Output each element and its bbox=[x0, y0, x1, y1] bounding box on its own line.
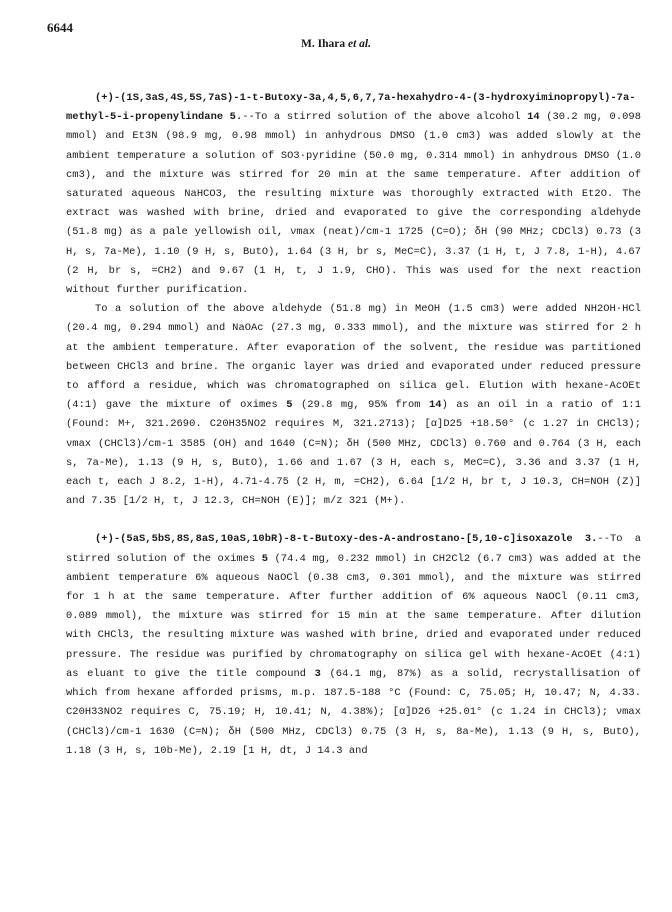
article-body bbox=[66, 89, 641, 761]
section2-paragraph bbox=[66, 530, 641, 760]
section1-para1-pre: --To a stirred solution of the above alcohol bbox=[242, 111, 528, 124]
section1-paragraph1 bbox=[66, 89, 641, 300]
page-number: 6644 bbox=[47, 20, 73, 35]
section2-heading: (+)-(5aS,5bS,8S,8aS,10aS,10bR)-8-t-Butoxy-des-A-androstano-[5,10-c]isoxazole 3. bbox=[95, 533, 598, 546]
running-head-etal: et al. bbox=[347, 38, 371, 50]
section1-para1-post: (30.2 mg, 0.098 mmol) and Et3N (98.9 mg, 0.98 mmol) in anhydrous DMSO (1.0 cm3) was added slowly at the ambient temperature a solution of SO3·pyridine (50.0 mg, 0.314 mmol) in anhydrous DMSO (1.0 cm3), and the mixture was stirred for 20 min at the same temperature. After addition of saturated aqueous NaHCO3, the resulting mixture was thoroughly extracted with Et2O. The extract was washed with brine, dried and evaporated to give the corresponding aldehyde (51.8 mg) as a pale yellowish oil, νmax (neat)/cm-1 1725 (C=O); δH (90 MHz; CDCl3) 0.73 (3 H, s, 7a-Me), 1.10 (9 H, s, ButO), 1.64 (3 H, br s, MeC=C), 3.37 (1 H, t, J 7.8, 1-H), 4.67 (2 H, br s, =CH2) and 9.67 (1 H, t, J 1.9, CHO). This was used for the next reaction without further purification. bbox=[66, 111, 641, 297]
section2-para-mid: (74.4 mg, 0.232 mmol) in CH2Cl2 (6.7 cm3) was added at the ambient temperature 6% aqueous NaOCl (0.38 cm3, 0.301 mmol), and the mixture was stirred for 1 h at the same temperature. After further addition of 6% aqueous NaOCl (0.11 cm3, 0.089 mmol), the mixture was stirred for 15 min at the same temperature. After dilution with CHCl3, the resulting mixture was washed with brine, dried and evaporated under reduced pressure. The residue was purified by chromatography on silica gel with hexane-AcOEt (4:1) as eluant to give the title compound bbox=[66, 552, 641, 680]
compound-ref-14: 14 bbox=[527, 111, 540, 124]
running-head bbox=[0, 38, 672, 50]
compound-ref-14b: 14 bbox=[429, 399, 442, 412]
section1-para2-post: ) as an oil in a ratio of 1:1 (Found: M+, 321.2690. C20H35NO2 requires M, 321.2713); [α]D25 +18.50° (c 1.27 in CHCl3); νmax (CHCl3)/cm-1 3585 (OH) and 1640 (C=N); δH (500 MHz, CDCl3) 0.760 and 0.764 (3 H, each s, 7a-Me), 1.13 (9 H, s, ButO), 1.66 and 1.67 (3 H, each s, MeC=C), 3.36 and 3.37 (1 H, each t, each J 8.2, 1-H), 4.71-4.75 (2 H, m, =CH2), 6.64 [1/2 H, br t, J 10.3, CH=NOH (Z)] and 7.35 [1/2 H, t, J 12.3, CH=NOH (E)]; m/z 321 (M+). bbox=[66, 399, 641, 508]
section1-para2-pre: To a solution of the above aldehyde (51.8 mg) in MeOH (1.5 cm3) were added NH2OH·HCl (20.4 mg, 0.294 mmol) and NaOAc (27.3 mg, 0.333 mmol), and the mixture was stirred for 2 h at the ambient temperature. After evaporation of the solvent, the residue was partitioned between CHCl3 and brine. The organic layer was dried and evaporated under reduced pressure to afford a residue, which was chromatographed on silica gel. Elution with hexane-AcOEt (4:1) gave the mixture of oximes bbox=[66, 303, 641, 412]
compound-ref-5b: 5 bbox=[261, 552, 269, 565]
section2-para-pre: --To a stirred solution of the oximes bbox=[66, 533, 642, 565]
compound-ref-5: 5 bbox=[286, 399, 293, 412]
running-head-author: M. Ihara bbox=[301, 38, 346, 50]
section1-heading: (+)-(1S,3aS,4S,5S,7aS)-1-t-Butoxy-3a,4,5,6,7,7a-hexahydro-4-(3-hydroxyiminopropyl)-7a-methyl-5-i-propenylindane 5. bbox=[66, 92, 636, 124]
section1-para2-mid: (29.8 mg, 95% from bbox=[292, 399, 429, 412]
section-gap bbox=[66, 511, 641, 530]
section2-para-post: (64.1 mg, 87%) as a solid, recrystallisation of which from hexane afforded prisms, m.p. 187.5-188 °C (Found: C, 75.05; H, 10.47; N, 4.33. C20H33NO2 requires C, 75.19; H, 10.41; N, 4.38%); [α]D26 +25.01° (c 1.24 in CHCl3); νmax (CHCl3)/cm-1 1630 (C=N); δH (500 MHz, CDCl3) 0.75 (3 H, s, 8a-Me), 1.13 (9 H, s, ButO), 1.18 (3 H, s, 10b-Me), 2.19 [1 H, dt, J 14.3 and bbox=[66, 667, 642, 757]
compound-ref-3: 3 bbox=[314, 667, 321, 680]
section1-paragraph2 bbox=[66, 300, 641, 511]
